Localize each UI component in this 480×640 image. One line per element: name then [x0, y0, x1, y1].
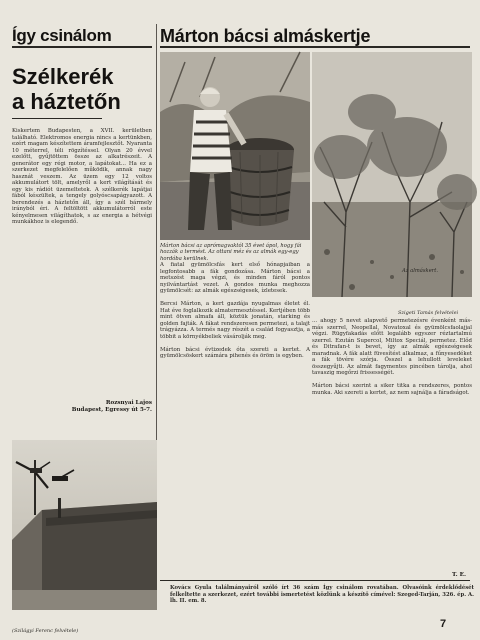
left-title-line1: Szélkerék [12, 64, 114, 89]
windmill-photo-credit: (Szilágyi Ferenc felvétele) [12, 628, 79, 634]
left-title-line2: a háztetőn [12, 89, 121, 114]
man-barrel-photo [160, 52, 310, 240]
left-article-body: Kiskertem Budapesten, a XVII. kerületben található. Elektromos energia nincs a kertünkben, ezért magam készítettem áramfejlesztőt. Nyaranta 10 méterrel, téli rögzítéssel. Olyan 20 évvel ezelőtt, gyűjtöttem össze az alkatrészeit. A generátor egy régi motor, a lapátokat... Ha ez a szerkezet megfelelően működik, annak nagy hasznát veszem. Az üzem egy 12 voltos akkumulátort tölt, amelyről a kert világítását és egy kis rádiót üzemeltetek. A szélkerék lapátjai fából készültek, a tengely golyóscsapágyazott. A berendezés a háztetőn áll, így a szél bármely irányból éri. A feltöltött akkumulátorról este kényelmesen világíthatok, s az energia a hétvégi munkákhoz is elegendő. [12, 128, 154, 225]
article-signature [12, 400, 152, 414]
section-rule [12, 46, 152, 48]
windmill-photo [12, 440, 157, 610]
left-article-title [12, 64, 152, 114]
author-initials: T. E. [452, 572, 467, 578]
signature-name: Rozsnyai Lajos [105, 400, 152, 406]
signature-address: Budapest, Egressy út 5-7. [71, 407, 152, 413]
orchard-photo [312, 52, 472, 297]
right-article-body: ... ahogy 5 nevet alapvető permetezésre évenként más-más szerrel, Neopellal, Novatoxal és gyümölcsfaolajjal végzi. Rügyfakadás előtt legalább egyszer réztartalmú szerrel. Ezután Supercol, Miltox Speciál, permetez. Előd és Ditrafan-t is bevet, így az almák egészségesek maradnak. A fák alatt füvesítést alkalmaz, a fűnyesedéket a fák tövére szórja. Ősszel a lehullott leveleket összegyűjti. Az almát fagymentes pincében tárolja, ahol tavaszig megőrzi frissességét. Márton bácsi szerint a siker titka a rendszeres, pontos munka. Aki szereti a kertet, az nem sajnálja a fáradságot. [312, 318, 472, 396]
page-number: 7 [440, 618, 447, 630]
middle-article-body: A fiatal gyümölcsfás kert első hónapjaiban a legfontosabb a fák gondozása. Márton bácsi a metszést maga végzi, és minden fáról pontos nyilvántartást vezet. A gondos munka meghozza gyümölcsét: az almák egészségesek, ízletesek. Bercsi Márton, a kert gazdája nyugalmas életet él. Hat éve foglalkozik almatermesztéssel. Kertjében több mint ötven almafa áll, köztük jonatán, starking és golden fajták. A fákat rendszeresen permetezi, a talajt trágyázza. A termés nagy részét a család fogyasztja, a többit a környékbeliek vásárolják meg. Márton bácsi évtizedek óta szereti a kertet. A gyümölcsöskert számára pihenés és öröm is egyben. [160, 262, 310, 359]
section-label: Így csinálom [12, 26, 112, 45]
man-photo-caption: Márton bácsi az aprómagvaktól 35 évet ápol, hogy fái hozzák a termést. Az ottani méz és az almák egy-egy hordóba kerülnek. [160, 243, 302, 262]
footer-rule [160, 580, 470, 581]
orchard-photo-credit: Szigeti Tamás felvételei [398, 310, 459, 316]
title-rule [160, 46, 470, 48]
orchard-photo-caption: Az almáskert. [402, 268, 438, 274]
main-article-title: Márton bácsi almáskertje [160, 26, 371, 46]
footer-note: Kovács Gyula találmányairól szóló írt 36 szám Így csinálom rovatában. Olvasóink érdeklődését felkeltette a szerkezet, ezért további ismertetést közlünk a készítő címével: Szeged-Tarján, 326. ép. A. lh. II. em. 8. [170, 585, 474, 605]
title-underline [12, 118, 102, 119]
